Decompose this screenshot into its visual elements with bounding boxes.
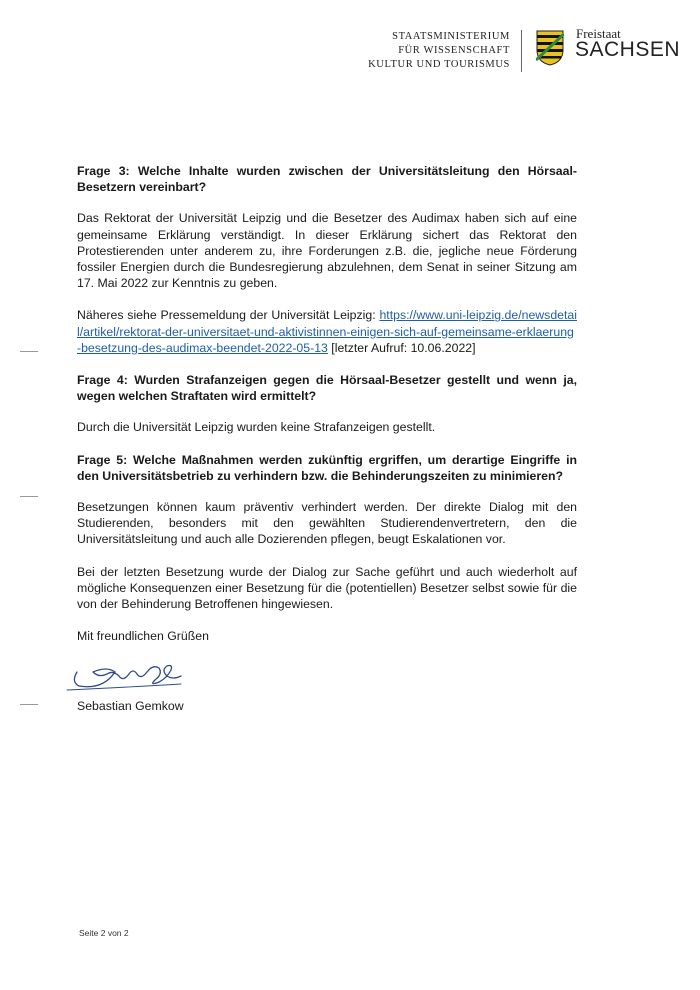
press-release-link[interactable]: https://www.uni-leipzig.de/newsdetail/artikel/rektorat-der-universitaet-und-aktivistinnen-einigen-sich-auf-gemeinsame-erklaerung-besetzung-des-audimax-beendet-2022-05-13 — [77, 308, 577, 355]
letter-body — [77, 163, 577, 715]
ministry-line-3: KULTUR UND TOURISMUS — [368, 59, 510, 70]
reference-suffix: [letzter Aufruf: 10.06.2022] — [327, 340, 476, 355]
ministry-name — [250, 30, 510, 72]
coat-of-arms-icon — [536, 30, 564, 66]
answer-4: Durch die Universität Leipzig wurden keine Strafanzeigen gestellt. — [77, 420, 436, 435]
question-3: Frage 3: Welche Inhalte wurden zwischen der Universitätsleitung den Hörsaal-Besetzern vereinbart? — [77, 164, 577, 195]
question-4: Frage 4: Wurden Strafanzeigen gegen die Hörsaal-Besetzer gestellt und wenn ja, wegen welchen Straftaten wird ermittelt? — [77, 373, 577, 404]
state-label-large: SACHSEN — [575, 38, 681, 61]
reference-prefix: Näheres siehe Pressemeldung der Universität Leipzig: — [77, 308, 380, 323]
question-5: Frage 5: Welche Maßnahmen werden zukünftig ergriffen, um derartige Eingriffe in den Universitätsbetrieb zu verhindern bzw. die Behinderungszeiten zu minimieren? — [77, 452, 577, 483]
ministry-line-2: FÜR WISSENSCHAFT — [398, 45, 510, 56]
handwritten-signature — [63, 652, 188, 692]
margin-mark-3 — [20, 704, 38, 705]
margin-mark-2 — [20, 496, 38, 497]
ministry-line-1: STAATSMINISTERIUM — [392, 31, 510, 42]
margin-mark-1 — [20, 351, 38, 352]
state-label-small: Freistaat — [576, 26, 621, 41]
answer-5-part-1: Besetzungen können kaum präventiv verhindert werden. Der direkte Dialog mit den Studierenden, besonders mit den gewählten Studierendenvertretern, den die Universitätsleitung und auch alle Dozierenden pflegen, beugt Eskalationen vor. — [77, 500, 577, 547]
reference-paragraph — [77, 307, 577, 356]
answer-5-part-2: Bei der letzten Besetzung wurde der Dialog zur Sache geführt und auch wiederholt auf mögliche Konsequenzen einer Besetzung für die (potentiellen) Besetzer selbst sowie für die von der Behinderung Betroffenen hingewiesen. — [77, 564, 577, 612]
signatory-name: Sebastian Gemkow — [77, 699, 184, 714]
answer-3: Das Rektorat der Universität Leipzig und die Besetzer des Audimax haben sich auf eine gemeinsame Erklärung verständigt. In dieser Erklärung sichert das Rektorat den Protestierenden unter anderem zu, ihre Forderungen z.B. die, jegliche neue Förderung fossiler Energien durch die Bundesregierung abzulehnen, dem Senat in seiner Sitzung am 17. Mai 2022 zur Kenntnis zu geben. — [77, 211, 577, 291]
header-divider — [521, 30, 522, 72]
page-number: Seite 2 von 2 — [79, 928, 129, 938]
closing-greeting: Mit freundlichen Grüßen — [77, 629, 209, 644]
